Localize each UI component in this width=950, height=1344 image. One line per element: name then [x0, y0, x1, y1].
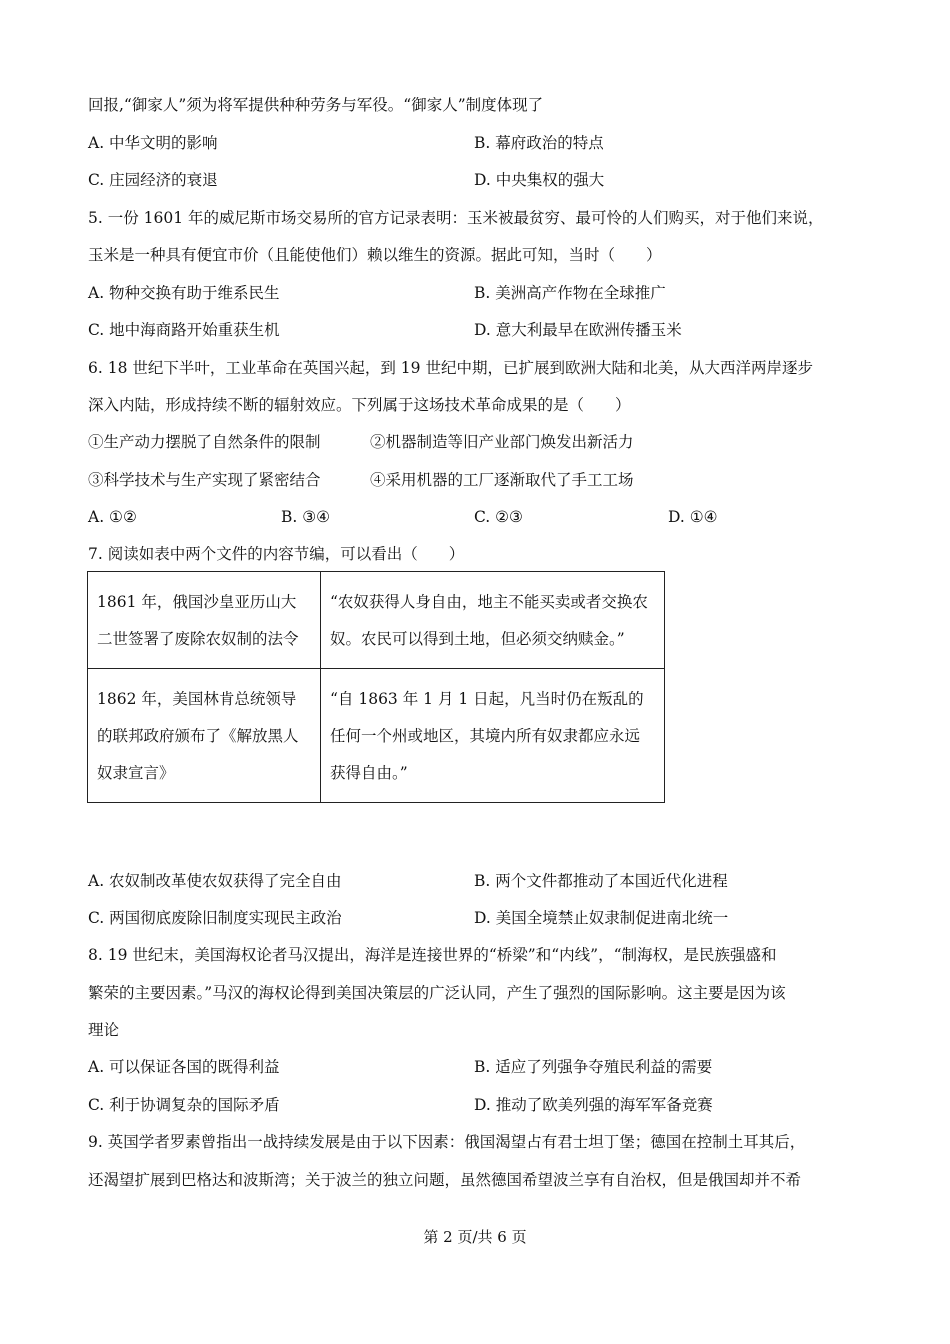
q4-stem: 回报,“御家人”须为将军提供种种劳务与军役。“御家人”制度体现了 [88, 96, 544, 114]
q8-option-a[interactable]: A. 可以保证各国的既得利益 [88, 1058, 280, 1076]
q6-item-3: ③科学技术与生产实现了紧密结合 [88, 471, 321, 489]
q6-item-2: ②机器制造等旧产业部门焕发出新活力 [370, 433, 634, 451]
q6-option-c[interactable]: C. ②③ [474, 508, 523, 526]
q5-option-c[interactable]: C. 地中海商路开始重获生机 [88, 321, 280, 339]
q7-option-a[interactable]: A. 农奴制改革使农奴获得了完全自由 [88, 872, 342, 890]
table-cell-quote: “农奴获得人身自由，地主不能买卖或者交换农奴。农民可以得到土地，但必须交纳赎金。” [321, 572, 665, 669]
q7-stem: 7. 阅读如表中两个文件的内容节编，可以看出（ ） [88, 545, 465, 563]
q5-stem-line2: 玉米是一种具有便宜市价（且能使他们）赖以维生的资源。据此可知，当时（ ） [88, 246, 662, 264]
table-cell-event: 1861 年，俄国沙皇亚历山大二世签署了废除农奴制的法令 [88, 572, 321, 669]
q8-stem-line1: 8. 19 世纪末，美国海权论者马汉提出，海洋是连接世界的“桥梁”和“内线”，“制海权，是民族强盛和 [88, 946, 777, 964]
page-footer: 第 2 页/共 6 页 [423, 1228, 527, 1246]
q8-stem-line3: 理论 [88, 1021, 120, 1039]
q6-item-4: ④采用机器的工厂逐渐取代了手工工场 [370, 471, 634, 489]
q8-option-d[interactable]: D. 推动了欧美列强的海军军备竞赛 [474, 1096, 713, 1114]
table-row [88, 669, 665, 803]
q7-option-d[interactable]: D. 美国全境禁止奴隶制促进南北统一 [474, 909, 729, 927]
q4-option-a[interactable]: A. 中华文明的影响 [88, 134, 218, 152]
q7-option-c[interactable]: C. 两国彻底废除旧制度实现民主政治 [88, 909, 342, 927]
q5-stem-line1: 5. 一份 1601 年的威尼斯市场交易所的官方记录表明：玉米被最贫穷、最可怜的人们购买，对于他们来说， [88, 209, 824, 227]
q9-stem-line1: 9. 英国学者罗素曾指出一战持续发展是由于以下因素：俄国渴望占有君士坦丁堡；德国在控制土耳其后， [88, 1133, 806, 1151]
q4-option-c[interactable]: C. 庄园经济的衰退 [88, 171, 218, 189]
q6-option-b[interactable]: B. ③④ [281, 508, 331, 526]
q6-stem-line1: 6. 18 世纪下半叶，工业革命在英国兴起，到 19 世纪中期，已扩展到欧洲大陆和北美，从大西洋两岸逐步 [88, 359, 813, 377]
q8-option-c[interactable]: C. 利于协调复杂的国际矛盾 [88, 1096, 280, 1114]
q4-option-d[interactable]: D. 中央集权的强大 [474, 171, 605, 189]
q7-source-table [87, 571, 665, 803]
q5-option-a[interactable]: A. 物种交换有助于维系民生 [88, 284, 280, 302]
q6-stem-line2: 深入内陆，形成持续不断的辐射效应。下列属于这场技术革命成果的是（ ） [88, 396, 631, 414]
table-row [88, 572, 665, 669]
q9-stem-line2: 还渴望扩展到巴格达和波斯湾；关于波兰的独立问题，虽然德国希望波兰享有自治权，但是俄国却并不希 [88, 1171, 802, 1189]
q7-option-b[interactable]: B. 两个文件都推动了本国近代化进程 [474, 872, 728, 890]
q6-option-a[interactable]: A. ①② [88, 508, 137, 526]
q8-stem-line2: 繁荣的主要因素。”马汉的海权论得到美国决策层的广泛认同，产生了强烈的国际影响。这主要是因为该 [88, 984, 786, 1002]
q8-option-b[interactable]: B. 适应了列强争夺殖民利益的需要 [474, 1058, 713, 1076]
table-cell-event: 1862 年，美国林肯总统领导的联邦政府颁布了《解放黑人奴隶宣言》 [88, 669, 321, 803]
q5-option-b[interactable]: B. 美洲高产作物在全球推广 [474, 284, 666, 302]
q4-option-b[interactable]: B. 幕府政治的特点 [474, 134, 604, 152]
q5-option-d[interactable]: D. 意大利最早在欧洲传播玉米 [474, 321, 682, 339]
q6-item-1: ①生产动力摆脱了自然条件的限制 [88, 433, 321, 451]
q6-option-d[interactable]: D. ①④ [668, 508, 718, 526]
table-cell-quote: “自 1863 年 1 月 1 日起，凡当时仍在叛乱的任何一个州或地区，其境内所有奴隶都应永远获得自由。” [321, 669, 665, 803]
